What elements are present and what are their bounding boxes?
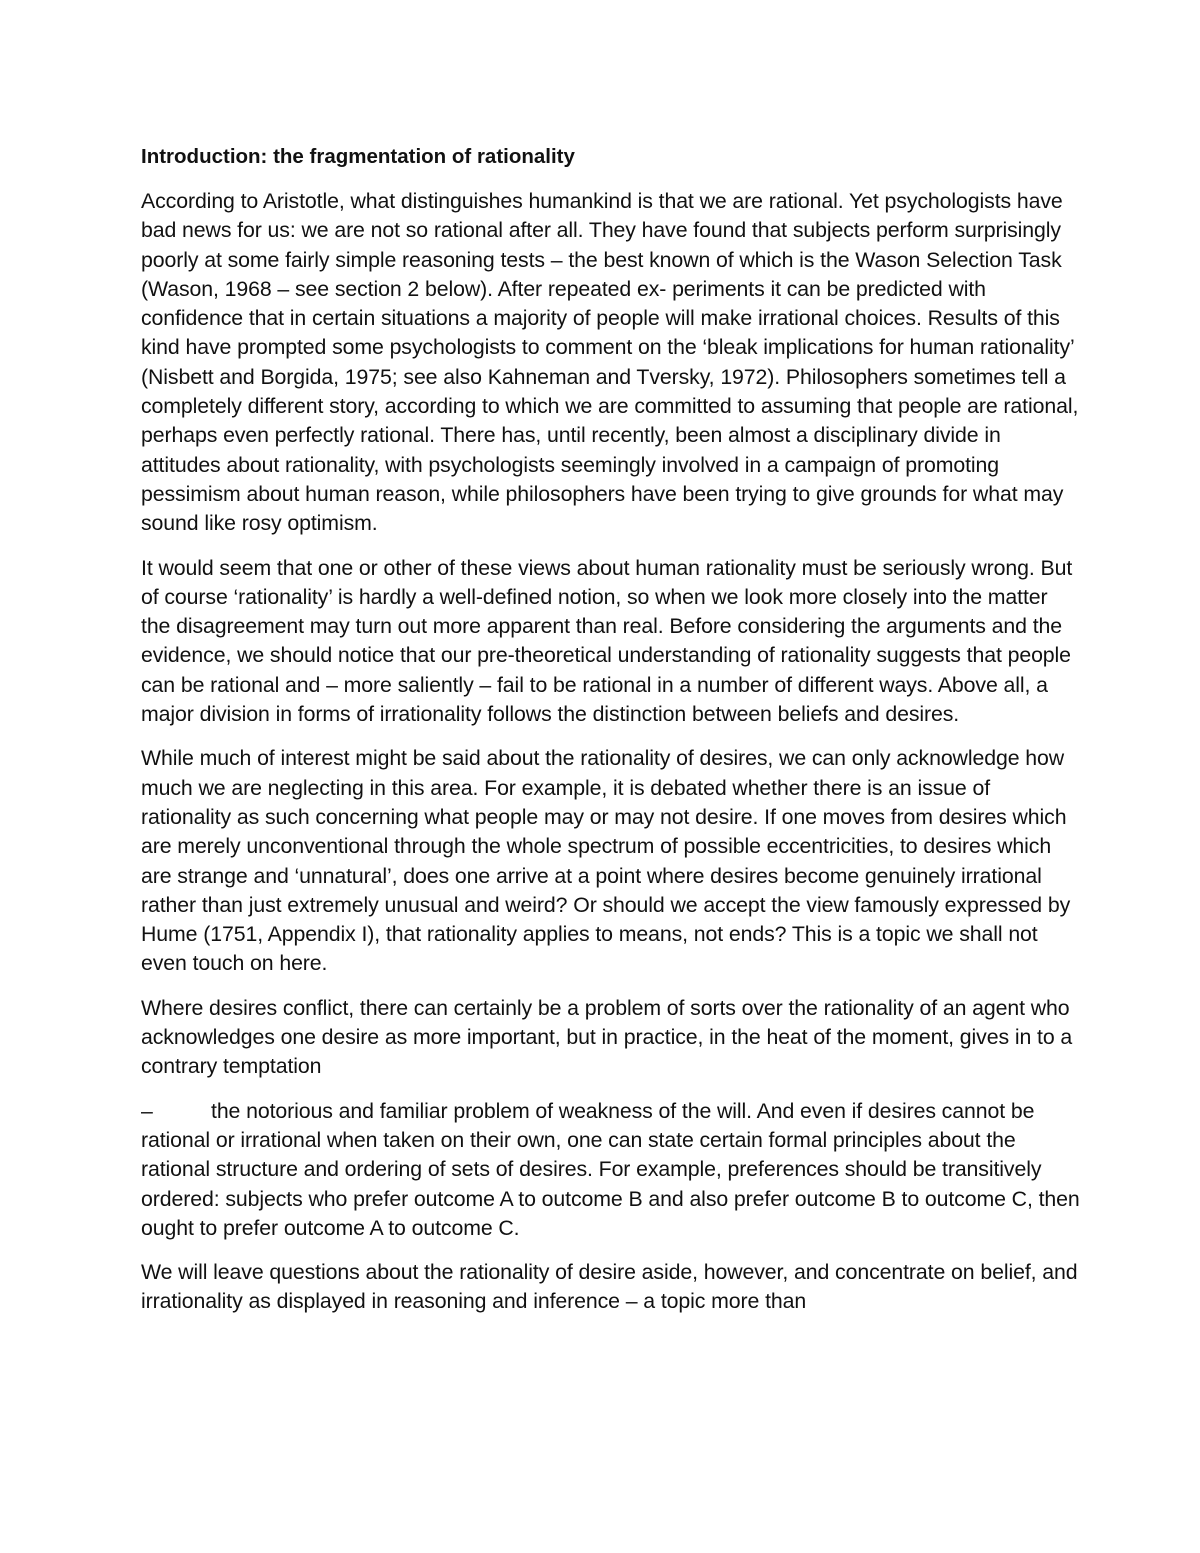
section-heading: Introduction: the fragmentation of rationality [141,145,575,168]
paragraph-6: We will leave questions about the rationality of desire aside, however, and concentrate on belief, and irrationality as displayed in reasoning and inference – a topic more than [141,1260,1078,1314]
paragraph-1: According to Aristotle, what distinguishes humankind is that we are rational. Yet psychologists have bad news for us: we are not so rational after all. They have found that subjects perform surprisingly poorly at some fairly simple reasoning tests – the best known of which is the Wason Selection Task (Wason, 1968 – see section 2 below). After repeated ex- periments it can be predicted with confidence that in certain situations a majority of people will make irrational choices. Results of this kind have prompted some psychologists to comment on the ‘bleak implications for human rationality’ (Nisbett and Borgida, 1975; see also Kahneman and Tversky, 1972). Philosophers sometimes tell a completely different story, according to which we are committed to assuming that people are rational, perhaps even perfectly rational. There has, until recently, been almost a disciplinary divide in attitudes about rationality, with psychologists seemingly involved in a campaign of promoting pessimism about human reason, while philosophers have been trying to give grounds for what may sound like rosy optimism. [141,189,1079,536]
paragraph-4: Where desires conflict, there can certainly be a problem of sorts over the rationality of an agent who acknowledges one desire as more important, but in practice, in the heat of the moment, gives in to a contrary temptation [141,995,1073,1079]
paragraph-2: It would seem that one or other of these views about human rationality must be seriously wrong. But of course ‘rationality’ is hardly a well-defined notion, so when we look more closely into the matter the disagreement may turn out more apparent than real. Before considering the arguments and the evidence, we should notice that our pre-theoretical understanding of rationality suggests that people can be rational and – more saliently – fail to be rational in a number of different ways. Above all, a major division in forms of irrationality follows the distinction between beliefs and desires. [141,555,1073,727]
document-page [141,142,1081,1332]
paragraph-dash: – [141,1098,153,1123]
paragraph-5-text: the notorious and familiar problem of weakness of the will. And even if desires cannot be rational or irrational when taken on their own, one can state certain formal principles about the rational structure and ordering of sets of desires. For example, preferences should be transitively ordered: subjects who prefer outcome A to outcome B and also prefer outcome B to outcome C, then ought to prefer outcome A to outcome C. [141,1098,1080,1240]
paragraph-3: While much of interest might be said about the rationality of desires, we can only acknowledge how much we are neglecting in this area. For example, it is debated whether there is an issue of rationality as such concerning what people may or may not desire. If one moves from desires which are merely unconventional through the whole spectrum of possible eccentricities, to desires which are strange and ‘unnatural’, does one arrive at a point where desires become genuinely irrational rather than just extremely unusual and weird? Or should we accept the view famously expressed by Hume (1751, Appendix I), that rationality applies to means, not ends? This is a topic we shall not even touch on here. [141,746,1071,976]
paragraph-5 [141,1097,1081,1243]
